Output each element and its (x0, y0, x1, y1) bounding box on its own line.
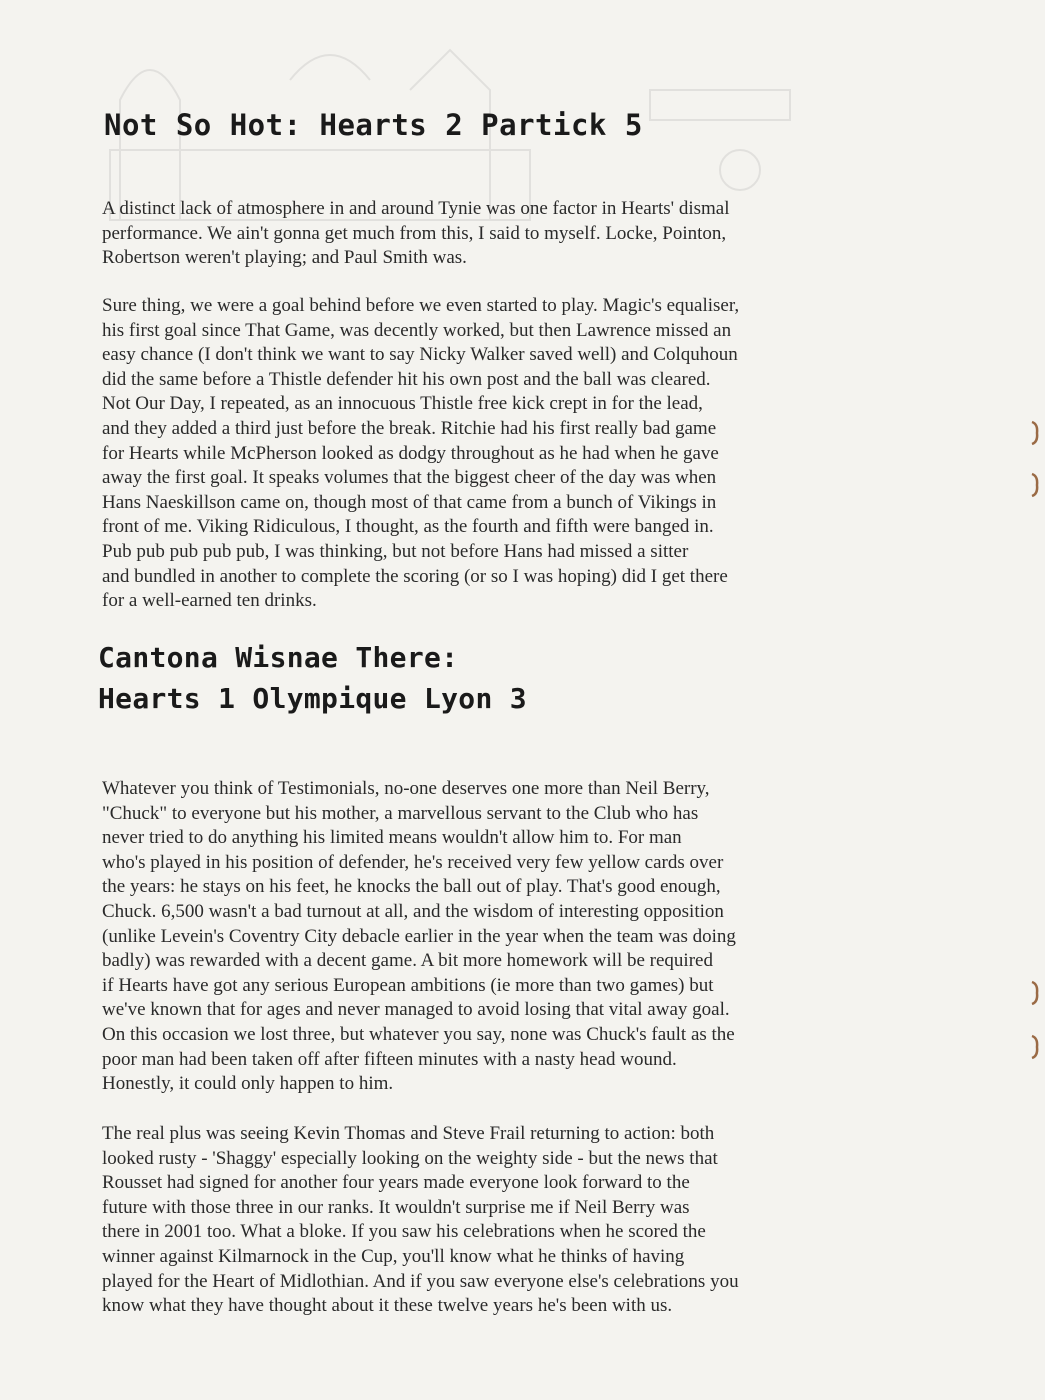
text-line: A distinct lack of atmosphere in and around Tynie was one factor in Hearts' dismal (102, 198, 730, 219)
text-line: The real plus was seeing Kevin Thomas and Steve Frail returning to action: both (102, 1123, 715, 1144)
heading-line: Cantona Wisnae There: (98, 641, 459, 674)
text-line: Whatever you think of Testimonials, no-one deserves one more than Neil Berry, (102, 778, 710, 799)
text-line: away the first goal. It speaks volumes that the biggest cheer of the day was when (102, 467, 717, 489)
text-line: (unlike Levein's Coventry City debacle earlier in the year when the team was doing (102, 925, 736, 947)
text-line: easy chance (I don't think we want to say Nicky Walker saved well) and Colquhoun (102, 344, 738, 366)
text-line: there in 2001 too. What a bloke. If you saw his celebrations when he scored the (102, 1221, 706, 1243)
staple-icon (1030, 420, 1040, 446)
article-paragraph (102, 294, 914, 614)
text-line: know what they have thought about it these twelve years he's been with us. (102, 1295, 673, 1317)
text-line: Honestly, it could only happen to him. (102, 1073, 394, 1095)
text-line: winner against Kilmarnock in the Cup, you'll know what he thinks of having (102, 1245, 685, 1267)
text-line: Robertson weren't playing; and Paul Smith was. (102, 247, 467, 269)
text-line: On this occasion we lost three, but whatever you say, none was Chuck's fault as the (102, 1023, 735, 1045)
article-paragraph (102, 1122, 914, 1319)
article-paragraph (102, 777, 914, 1097)
text-line: for Hearts while McPherson looked as dodgy throughout as he had when he gave (102, 442, 719, 464)
text-line: Not Our Day, I repeated, as an innocuous Thistle free kick crept in for the lead, (102, 393, 703, 415)
text-line: and they added a third just before the break. Ritchie had his first really bad game (102, 417, 717, 439)
text-line: played for the Heart of Midlothian. And if you saw everyone else's celebrations you (102, 1270, 739, 1292)
text-line: Rousset had signed for another four years made everyone look forward to the (102, 1172, 690, 1194)
text-line: who's played in his position of defender, he's received very few yellow cards over (102, 851, 724, 873)
staple-icon (1030, 472, 1040, 498)
text-line: performance. We ain't gonna get much from this, I said to myself. Locke, Pointon, (102, 222, 727, 244)
article-paragraph (102, 197, 914, 271)
text-line: Hans Naeskillson came on, though most of that came from a bunch of Vikings in (102, 491, 717, 513)
text-line: if Hearts have got any serious European ambitions (ie more than two games) but (102, 974, 714, 996)
text-line: badly) was rewarded with a decent game. A bit more homework will be required (102, 950, 713, 972)
heading-line: Hearts 1 Olympique Lyon 3 (98, 682, 527, 715)
text-line: the years: he stays on his feet, he knocks the ball out of play. That's good enough, (102, 876, 721, 898)
staple-icon (1030, 980, 1040, 1006)
text-line: Sure thing, we were a goal behind before we even started to play. Magic's equaliser, (102, 295, 740, 316)
text-line: front of me. Viking Ridiculous, I thought, as the fourth and fifth were banged in. (102, 516, 714, 538)
text-line: for a well-earned ten drinks. (102, 590, 317, 612)
text-line: future with those three in our ranks. It wouldn't surprise me if Neil Berry was (102, 1196, 690, 1218)
text-line: looked rusty - 'Shaggy' especially looking on the weighty side - but the news that (102, 1147, 718, 1169)
article-heading-lyon (98, 637, 527, 719)
text-line: we've known that for ages and never managed to avoid losing that vital away goal. (102, 999, 730, 1021)
text-line: and bundled in another to complete the scoring (or so I was hoping) did I get there (102, 565, 728, 587)
text-line: Pub pub pub pub pub, I was thinking, but not before Hans had missed a sitter (102, 540, 689, 562)
text-line: poor man had been taken off after fifteen minutes with a nasty head wound. (102, 1048, 677, 1070)
text-line: Chuck. 6,500 wasn't a bad turnout at all, and the wisdom of interesting opposition (102, 900, 724, 922)
text-line: did the same before a Thistle defender hit his own post and the ball was cleared. (102, 368, 711, 390)
text-line: never tried to do anything his limited means wouldn't allow him to. For man (102, 827, 682, 849)
article-heading-partick: Not So Hot: Hearts 2 Partick 5 (104, 108, 643, 142)
text-line: his first goal since That Game, was decently worked, but then Lawrence missed an (102, 319, 732, 341)
text-line: "Chuck" to everyone but his mother, a marvellous servant to the Club who has (102, 802, 699, 824)
staple-icon (1030, 1034, 1040, 1060)
